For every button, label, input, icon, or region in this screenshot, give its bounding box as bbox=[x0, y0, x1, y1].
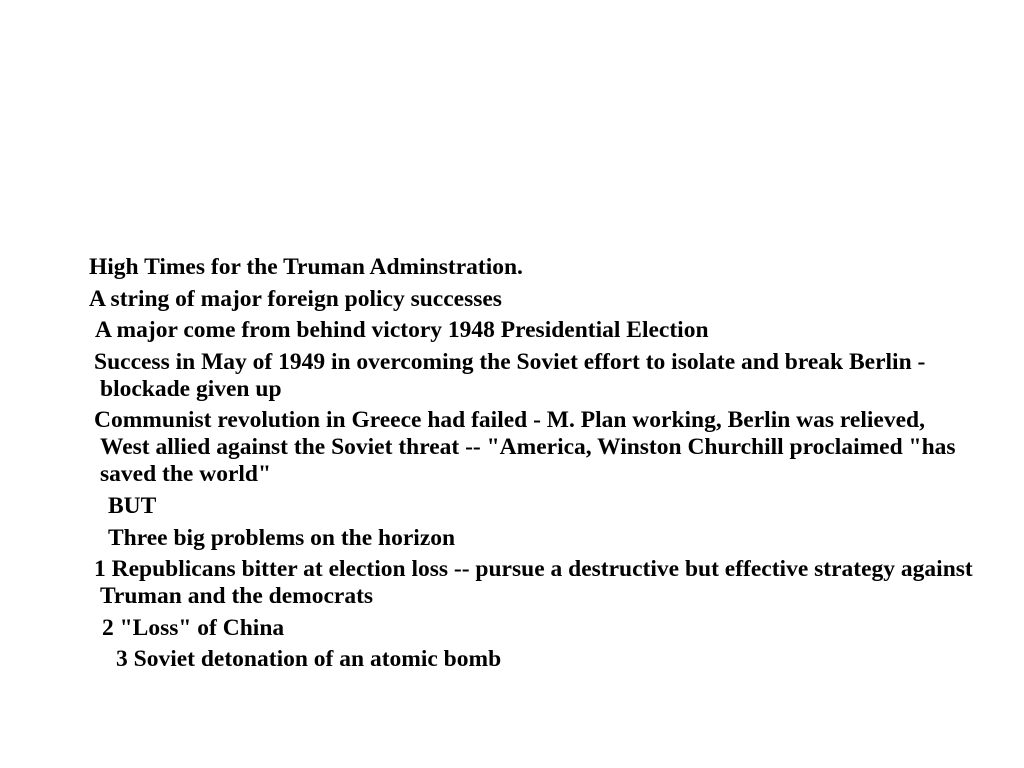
text-line-9: 2 "Loss" of China bbox=[102, 614, 285, 641]
text-line-6: BUT bbox=[108, 492, 157, 519]
text-line-2: A string of major foreign policy successes bbox=[89, 285, 502, 312]
text-line-3: A major come from behind victory 1948 Presidential Election bbox=[95, 317, 709, 344]
text-line-4: Success in May of 1949 in overcoming the Soviet effort to isolate and break Berlin - blockade given up bbox=[94, 348, 926, 402]
text-line-7: Three big problems on the horizon bbox=[108, 524, 456, 551]
text-line-10: 3 Soviet detonation of an atomic bomb bbox=[116, 646, 502, 673]
text-line-8: 1 Republicans bitter at election loss -- pursue a destructive but effective strategy against Truman and the democrats bbox=[94, 556, 973, 610]
text-line-1: High Times for the Truman Adminstration. bbox=[89, 254, 523, 280]
slide-body-text bbox=[89, 254, 989, 678]
text-line-5: Communist revolution in Greece had failed - M. Plan working, Berlin was relieved, West allied against the Soviet threat -- "America, Winston Churchill proclaimed "has saved the world" bbox=[94, 407, 956, 488]
